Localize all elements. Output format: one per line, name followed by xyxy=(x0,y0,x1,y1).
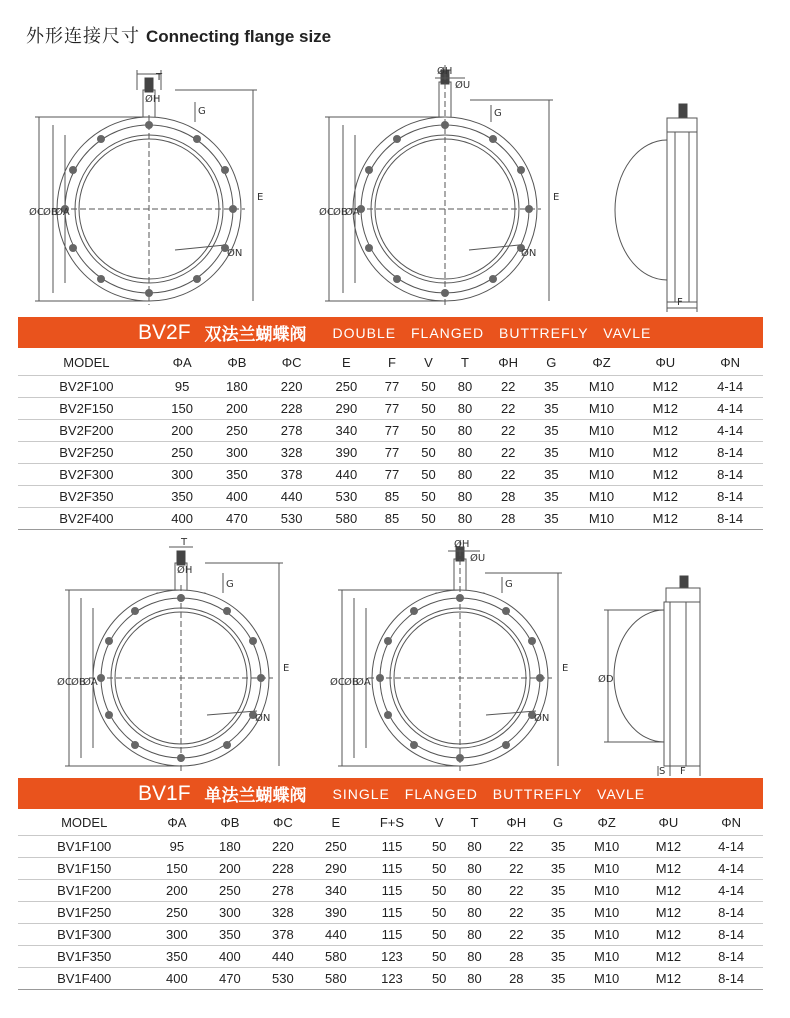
column-header: ΦN xyxy=(699,810,763,836)
label-n: ØN xyxy=(534,713,550,724)
table-cell: 22 xyxy=(483,376,533,398)
label-e: E xyxy=(283,663,290,674)
label-n: ØN xyxy=(255,713,271,724)
table-cell: 80 xyxy=(457,858,492,880)
column-header: ΦU xyxy=(633,350,697,376)
table-cell: M12 xyxy=(633,420,697,442)
table-cell: 80 xyxy=(447,508,484,530)
table-cell: 328 xyxy=(256,902,309,924)
label-a: ØA xyxy=(356,677,371,688)
table-cell: 378 xyxy=(256,924,309,946)
table-cell: BV1F150 xyxy=(18,858,150,880)
table-cell: M12 xyxy=(633,486,697,508)
table-cell: 95 xyxy=(150,836,203,858)
label-b: ØB xyxy=(71,677,86,688)
table-cell: 400 xyxy=(155,508,210,530)
table-cell: 250 xyxy=(319,376,374,398)
label-e: E xyxy=(257,192,264,203)
table-cell: 4-14 xyxy=(697,398,763,420)
table-cell: 290 xyxy=(319,398,374,420)
column-header: ΦN xyxy=(697,350,763,376)
table-cell: 50 xyxy=(410,464,447,486)
column-header: V xyxy=(410,350,447,376)
table-cell: 115 xyxy=(362,880,421,902)
column-header: G xyxy=(533,350,570,376)
label-c: ØC xyxy=(330,677,345,688)
table-cell: 77 xyxy=(374,442,411,464)
table-cell: 22 xyxy=(492,924,540,946)
column-header: ΦH xyxy=(492,810,540,836)
table-row xyxy=(18,858,763,880)
label-g: G xyxy=(198,106,206,117)
table-cell: 22 xyxy=(483,442,533,464)
label-a: ØA xyxy=(83,677,98,688)
table-cell: BV1F350 xyxy=(18,946,150,968)
table-cell: M10 xyxy=(576,924,638,946)
table-cell: 530 xyxy=(256,968,309,990)
table-cell: BV2F250 xyxy=(18,442,155,464)
table-cell: 28 xyxy=(483,486,533,508)
bv1f-title-zh: 单法兰蝴蝶阀 xyxy=(204,786,307,806)
table-cell: 4-14 xyxy=(699,858,763,880)
table-cell: 123 xyxy=(362,968,421,990)
table-cell: 80 xyxy=(457,880,492,902)
table-row xyxy=(18,376,763,398)
table-cell: 50 xyxy=(422,902,457,924)
table-cell: M10 xyxy=(570,486,634,508)
table-cell: 80 xyxy=(447,464,484,486)
column-header: ΦA xyxy=(155,350,210,376)
table-cell: BV2F400 xyxy=(18,508,155,530)
table-cell: 50 xyxy=(422,836,457,858)
table-cell: 440 xyxy=(256,946,309,968)
bv2f-front-view-1 xyxy=(25,60,270,310)
column-header: G xyxy=(540,810,575,836)
table-cell: M10 xyxy=(576,902,638,924)
table-cell: 50 xyxy=(410,420,447,442)
table-cell: 35 xyxy=(533,486,570,508)
table-row xyxy=(18,880,763,902)
column-header: T xyxy=(457,810,492,836)
table-cell: 300 xyxy=(155,464,210,486)
table-row xyxy=(18,968,763,990)
table-cell: 50 xyxy=(422,924,457,946)
label-n: ØN xyxy=(227,248,243,259)
table-cell: 350 xyxy=(203,924,256,946)
bv2f-title-zh: 双法兰蝴蝶阀 xyxy=(204,325,307,345)
table-cell: 35 xyxy=(533,442,570,464)
table-cell: M10 xyxy=(576,836,638,858)
table-cell: 470 xyxy=(203,968,256,990)
table-cell: 4-14 xyxy=(699,880,763,902)
table-cell: 8-14 xyxy=(697,508,763,530)
table-cell: M12 xyxy=(638,902,700,924)
table-cell: 8-14 xyxy=(699,968,763,990)
label-u: ØU xyxy=(455,80,471,91)
label-b: ØB xyxy=(344,677,359,688)
table-cell: 28 xyxy=(492,968,540,990)
table-cell: BV2F350 xyxy=(18,486,155,508)
table-cell: BV2F150 xyxy=(18,398,155,420)
table-cell: 80 xyxy=(457,968,492,990)
table-cell: 180 xyxy=(210,376,265,398)
column-header: E xyxy=(309,810,362,836)
table-cell: M10 xyxy=(570,442,634,464)
label-g: G xyxy=(226,579,234,590)
table-cell: BV2F200 xyxy=(18,420,155,442)
table-cell: 50 xyxy=(410,442,447,464)
table-cell: 35 xyxy=(540,836,575,858)
label-b: ØB xyxy=(43,207,58,218)
table-cell: 8-14 xyxy=(699,924,763,946)
table-cell: 220 xyxy=(256,836,309,858)
table-cell: 340 xyxy=(309,880,362,902)
table-cell: 340 xyxy=(319,420,374,442)
label-c: ØC xyxy=(319,207,334,218)
table-cell: 115 xyxy=(362,858,421,880)
column-header: ΦU xyxy=(638,810,700,836)
table-cell: 390 xyxy=(319,442,374,464)
table-cell: 400 xyxy=(150,968,203,990)
table-cell: 35 xyxy=(540,924,575,946)
label-a: ØA xyxy=(55,207,70,218)
table-cell: 35 xyxy=(540,880,575,902)
table-row xyxy=(18,464,763,486)
table-cell: 228 xyxy=(264,398,319,420)
label-u: ØU xyxy=(470,553,486,564)
table-cell: 180 xyxy=(203,836,256,858)
table-cell: 22 xyxy=(492,836,540,858)
column-header: ΦH xyxy=(483,350,533,376)
label-h: ØH xyxy=(145,94,161,105)
bv2f-front-view-2 xyxy=(315,60,560,310)
table-cell: 250 xyxy=(210,420,265,442)
table-cell: 300 xyxy=(203,902,256,924)
table-cell: 580 xyxy=(309,968,362,990)
table-cell: M12 xyxy=(638,880,700,902)
table-cell: 400 xyxy=(210,486,265,508)
table-cell: 4-14 xyxy=(699,836,763,858)
table-cell: 200 xyxy=(155,420,210,442)
bv2f-spec-table xyxy=(18,350,763,530)
table-cell: 530 xyxy=(264,508,319,530)
bv1f-front-view-2 xyxy=(330,535,575,775)
table-cell: 80 xyxy=(457,902,492,924)
table-cell: 440 xyxy=(264,486,319,508)
table-cell: M12 xyxy=(633,376,697,398)
column-header: F+S xyxy=(362,810,421,836)
table-cell: 80 xyxy=(447,376,484,398)
table-cell: 350 xyxy=(150,946,203,968)
table-cell: 80 xyxy=(457,946,492,968)
table-cell: 80 xyxy=(457,836,492,858)
table-cell: 22 xyxy=(483,420,533,442)
table-cell: 77 xyxy=(374,398,411,420)
table-cell: BV2F100 xyxy=(18,376,155,398)
table-cell: 8-14 xyxy=(697,442,763,464)
column-header: F xyxy=(374,350,411,376)
table-cell: 22 xyxy=(492,902,540,924)
bv2f-side-view xyxy=(605,100,725,315)
table-cell: M10 xyxy=(570,420,634,442)
table-cell: 95 xyxy=(155,376,210,398)
table-cell: 440 xyxy=(319,464,374,486)
bv1f-side-view xyxy=(598,570,718,780)
table-cell: 35 xyxy=(533,420,570,442)
table-cell: 200 xyxy=(150,880,203,902)
table-header-row xyxy=(18,810,763,836)
table-cell: 85 xyxy=(374,508,411,530)
table-cell: 77 xyxy=(374,420,411,442)
bv1f-front-view-1 xyxy=(55,535,300,775)
table-cell: BV1F400 xyxy=(18,968,150,990)
bv2f-title-en: DOUBLE FLANGED BUTTREFLY VAVLE xyxy=(332,324,652,341)
table-row xyxy=(18,946,763,968)
table-cell: 580 xyxy=(319,508,374,530)
table-cell: M12 xyxy=(638,924,700,946)
table-cell: M12 xyxy=(638,836,700,858)
table-cell: 328 xyxy=(264,442,319,464)
label-b: ØB xyxy=(333,207,348,218)
table-row xyxy=(18,924,763,946)
table-cell: 8-14 xyxy=(699,902,763,924)
table-cell: M12 xyxy=(633,442,697,464)
table-cell: 80 xyxy=(447,398,484,420)
table-cell: 378 xyxy=(264,464,319,486)
column-header: T xyxy=(447,350,484,376)
table-cell: 250 xyxy=(309,836,362,858)
table-cell: 50 xyxy=(410,486,447,508)
label-h: ØH xyxy=(177,565,193,576)
table-cell: 228 xyxy=(256,858,309,880)
bv2f-code: BV2F xyxy=(138,320,191,344)
table-cell: M12 xyxy=(633,508,697,530)
label-e: E xyxy=(562,663,569,674)
column-header: ΦA xyxy=(150,810,203,836)
table-cell: M10 xyxy=(576,880,638,902)
table-cell: M12 xyxy=(638,968,700,990)
label-h: ØH xyxy=(454,539,470,550)
table-cell: 8-14 xyxy=(699,946,763,968)
table-cell: 80 xyxy=(457,924,492,946)
table-cell: 290 xyxy=(309,858,362,880)
table-cell: 50 xyxy=(422,968,457,990)
table-cell: 35 xyxy=(540,968,575,990)
table-cell: 8-14 xyxy=(697,464,763,486)
table-cell: 50 xyxy=(422,880,457,902)
page-title-en: Connecting flange size xyxy=(146,27,332,46)
table-cell: 470 xyxy=(210,508,265,530)
page-title xyxy=(26,22,331,48)
table-cell: 150 xyxy=(150,858,203,880)
label-s: S xyxy=(659,766,666,777)
table-cell: 22 xyxy=(492,880,540,902)
table-cell: 115 xyxy=(362,924,421,946)
label-e: E xyxy=(553,192,560,203)
table-cell: 115 xyxy=(362,902,421,924)
label-t: T xyxy=(181,537,188,548)
table-cell: 35 xyxy=(540,858,575,880)
table-row xyxy=(18,836,763,858)
table-cell: 22 xyxy=(492,858,540,880)
table-cell: BV1F200 xyxy=(18,880,150,902)
column-header: ΦB xyxy=(203,810,256,836)
table-cell: 200 xyxy=(203,858,256,880)
table-cell: M10 xyxy=(576,968,638,990)
column-header: ΦB xyxy=(210,350,265,376)
table-cell: 278 xyxy=(256,880,309,902)
column-header: V xyxy=(422,810,457,836)
table-cell: 77 xyxy=(374,464,411,486)
table-cell: 250 xyxy=(203,880,256,902)
label-n: ØN xyxy=(521,248,537,259)
label-f: F xyxy=(677,297,683,308)
label-g: G xyxy=(505,579,513,590)
label-a: ØA xyxy=(345,207,360,218)
table-cell: 22 xyxy=(483,464,533,486)
table-cell: BV2F300 xyxy=(18,464,155,486)
table-cell: 35 xyxy=(533,464,570,486)
table-cell: 35 xyxy=(540,902,575,924)
table-cell: 50 xyxy=(410,508,447,530)
table-cell: 50 xyxy=(410,376,447,398)
table-cell: 278 xyxy=(264,420,319,442)
table-row xyxy=(18,442,763,464)
column-header: MODEL xyxy=(18,810,150,836)
page-title-zh: 外形连接尺寸 xyxy=(26,26,140,47)
table-cell: 250 xyxy=(155,442,210,464)
table-cell: M12 xyxy=(638,858,700,880)
table-row xyxy=(18,398,763,420)
label-t: T xyxy=(156,72,163,83)
table-cell: M12 xyxy=(638,946,700,968)
table-cell: 50 xyxy=(422,946,457,968)
table-cell: 440 xyxy=(309,924,362,946)
table-cell: BV1F300 xyxy=(18,924,150,946)
table-cell: 150 xyxy=(155,398,210,420)
table-cell: 200 xyxy=(210,398,265,420)
column-header: ΦC xyxy=(256,810,309,836)
table-cell: 35 xyxy=(533,376,570,398)
table-header-row xyxy=(18,350,763,376)
table-cell: 4-14 xyxy=(697,376,763,398)
column-header: ΦZ xyxy=(576,810,638,836)
table-cell: 80 xyxy=(447,420,484,442)
table-cell: M12 xyxy=(633,398,697,420)
table-cell: 123 xyxy=(362,946,421,968)
table-cell: M10 xyxy=(570,464,634,486)
table-cell: 50 xyxy=(410,398,447,420)
column-header: ΦC xyxy=(264,350,319,376)
table-cell: 22 xyxy=(483,398,533,420)
column-header: MODEL xyxy=(18,350,155,376)
table-cell: BV1F100 xyxy=(18,836,150,858)
table-cell: 8-14 xyxy=(697,486,763,508)
label-f: F xyxy=(680,766,686,777)
table-cell: 300 xyxy=(210,442,265,464)
table-cell: M10 xyxy=(570,398,634,420)
bv1f-title-en: SINGLE FLANGED BUTTREFLY VAVLE xyxy=(332,785,646,802)
table-cell: 35 xyxy=(540,946,575,968)
column-header: E xyxy=(319,350,374,376)
table-cell: 85 xyxy=(374,486,411,508)
table-cell: BV1F250 xyxy=(18,902,150,924)
table-cell: 400 xyxy=(203,946,256,968)
table-cell: 50 xyxy=(422,858,457,880)
bv1f-code: BV1F xyxy=(138,781,191,805)
table-cell: 250 xyxy=(150,902,203,924)
table-row xyxy=(18,420,763,442)
table-cell: 220 xyxy=(264,376,319,398)
table-row xyxy=(18,486,763,508)
table-cell: 350 xyxy=(155,486,210,508)
table-cell: 35 xyxy=(533,508,570,530)
table-row xyxy=(18,508,763,530)
table-cell: M10 xyxy=(576,946,638,968)
bv2f-banner xyxy=(18,317,763,348)
table-row xyxy=(18,902,763,924)
column-header: ΦZ xyxy=(570,350,634,376)
table-cell: M10 xyxy=(570,508,634,530)
table-cell: 115 xyxy=(362,836,421,858)
table-cell: 80 xyxy=(447,486,484,508)
table-cell: M12 xyxy=(633,464,697,486)
label-g: G xyxy=(494,108,502,119)
label-c: ØC xyxy=(29,207,44,218)
table-cell: 580 xyxy=(309,946,362,968)
label-h: ØH xyxy=(437,66,453,77)
bv1f-spec-table xyxy=(18,810,763,990)
label-c: ØC xyxy=(57,677,72,688)
table-cell: 350 xyxy=(210,464,265,486)
table-cell: 35 xyxy=(533,398,570,420)
table-cell: M10 xyxy=(576,858,638,880)
table-cell: 4-14 xyxy=(697,420,763,442)
table-cell: 530 xyxy=(319,486,374,508)
label-d: ØD xyxy=(598,674,614,685)
table-cell: 390 xyxy=(309,902,362,924)
table-cell: 80 xyxy=(447,442,484,464)
table-cell: M10 xyxy=(570,376,634,398)
table-cell: 28 xyxy=(483,508,533,530)
bv1f-banner xyxy=(18,778,763,809)
table-cell: 300 xyxy=(150,924,203,946)
table-cell: 28 xyxy=(492,946,540,968)
table-cell: 77 xyxy=(374,376,411,398)
